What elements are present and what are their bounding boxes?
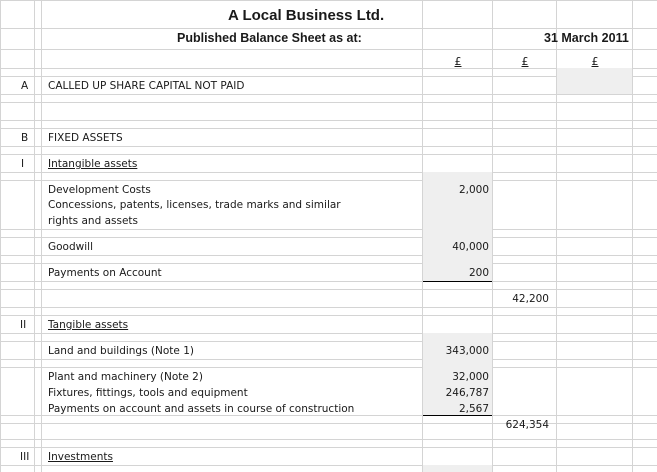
group-numeral: II [20, 319, 27, 331]
line-item-value: 40,000 [452, 241, 489, 253]
statement-title: Published Balance Sheet as at: [177, 31, 362, 45]
line-item-label: Development Costs [48, 184, 151, 196]
line-item-value: 2,000 [458, 184, 489, 196]
company-name: A Local Business Ltd. [228, 7, 385, 24]
section-label: CALLED UP SHARE CAPITAL NOT PAID [48, 80, 245, 92]
shaded-cell [423, 465, 492, 472]
subtotal-rule [423, 415, 492, 416]
section-letter: B [21, 132, 29, 144]
line-item-label: Land and buildings (Note 1) [48, 345, 194, 357]
line-item-label: Concessions, patents, licenses, trade marks and similar [48, 199, 341, 211]
line-item-value: 2,567 [458, 403, 489, 415]
group-numeral: I [21, 158, 25, 170]
line-item-value: 200 [468, 267, 489, 279]
currency-header-col2: £ [521, 55, 529, 68]
line-item-label: Fixtures, fittings, tools and equipment [48, 387, 248, 399]
line-item-value: 246,787 [445, 387, 489, 399]
currency-header-col1: £ [454, 55, 462, 68]
line-item-value: 343,000 [445, 345, 489, 357]
currency-header-col3: £ [591, 55, 599, 68]
group-label: Intangible assets [48, 158, 138, 170]
line-item-label: Payments on account and assets in course of construction [48, 403, 355, 415]
line-item-label: Payments on Account [48, 267, 162, 279]
group-numeral: III [20, 451, 30, 463]
shaded-cell [557, 68, 632, 94]
section-label: FIXED ASSETS [48, 132, 123, 144]
line-item-label: Goodwill [48, 241, 93, 253]
group-subtotal: 42,200 [512, 293, 549, 305]
line-item-label: rights and assets [48, 215, 138, 227]
section-letter: A [21, 80, 29, 92]
subtotal-rule [423, 281, 492, 282]
group-label: Investments [48, 451, 113, 463]
line-item-value: 32,000 [452, 371, 489, 383]
group-label: Tangible assets [48, 319, 129, 331]
statement-date: 31 March 2011 [544, 31, 629, 45]
group-subtotal: 624,354 [505, 419, 549, 431]
line-item-label: Plant and machinery (Note 2) [48, 371, 203, 383]
